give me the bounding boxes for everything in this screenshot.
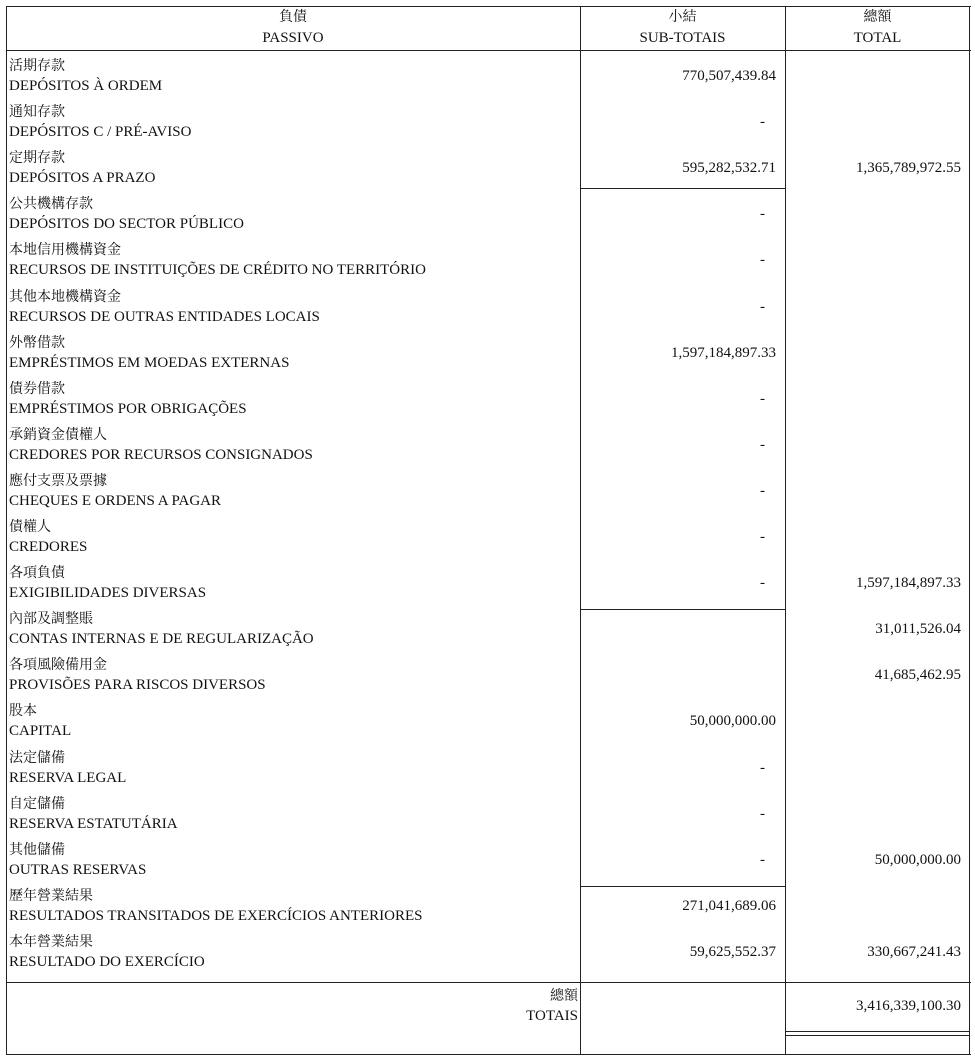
row-label-zh: 應付支票及票據: [9, 472, 107, 489]
header-sub-pt: SUB-TOTAIS: [639, 30, 726, 46]
row-subtotal: 770,507,439.84: [682, 68, 776, 84]
row-label-zh: 其他本地機構資金: [9, 288, 121, 305]
row-label-pt: EXIGIBILIDADES DIVERSAS: [9, 585, 207, 602]
row-label-pt: RECURSOS DE INSTITUIÇÕES DE CRÉDITO NO TERRITÓRIO: [9, 262, 426, 279]
row-label-zh: 歷年營業結果: [9, 887, 93, 904]
sub-group-line-1: [580, 188, 785, 189]
row-subtotal: -: [760, 436, 765, 453]
row-label-pt: CREDORES: [9, 539, 88, 555]
header-label-pt: PASSIVO: [262, 30, 324, 46]
row-label-zh: 其他儲備: [9, 841, 65, 858]
row-label-zh: 內部及調整賬: [9, 611, 93, 628]
row-label-zh: 股本: [9, 703, 37, 720]
row-label-zh: 承銷資金債權人: [9, 426, 107, 443]
row-label-pt: RESULTADO DO EXERCÍCIO: [9, 953, 205, 970]
row-label-pt: DEPÓSITOS DO SECTOR PÚBLICO: [9, 216, 244, 233]
row-label-pt: CREDORES POR RECURSOS CONSIGNADOS: [9, 446, 313, 463]
sub-group-line-2: [580, 609, 785, 610]
row-label-zh: 法定儲備: [9, 749, 65, 766]
header-sub-zh: 小結: [668, 9, 697, 25]
row-label-pt: CONTAS INTERNAS E DE REGULARIZAÇÃO: [9, 631, 314, 648]
row-label-pt: RESERVA ESTATUTÁRIA: [9, 815, 178, 832]
row-subtotal: -: [760, 206, 765, 223]
row-total: 1,365,789,972.55: [856, 160, 961, 177]
totals-label-pt: TOTAIS: [526, 1008, 578, 1024]
row-subtotal: -: [760, 390, 765, 407]
row-total: 41,685,462.95: [874, 667, 961, 684]
row-subtotal: 271,041,689.06: [682, 897, 776, 914]
table-bottom-border: [6, 1054, 971, 1055]
sub-group-line-3: [580, 886, 785, 887]
header-total-pt: TOTAL: [853, 30, 902, 46]
row-subtotal: 59,625,552.37: [689, 943, 776, 960]
row-label-pt: DEPÓSITOS À ORDEM: [9, 78, 163, 94]
totals-label-zh: 總額: [550, 988, 578, 1004]
row-label-zh: 債券借款: [9, 380, 65, 397]
table-left-border: [6, 6, 7, 1055]
row-label-pt: EMPRÉSTIMOS EM MOEDAS EXTERNAS: [9, 354, 290, 371]
grand-total-value: 3,416,339,100.30: [856, 998, 961, 1014]
row-label-pt: CHEQUES E ORDENS A PAGAR: [9, 492, 221, 509]
row-label-zh: 外幣借款: [9, 334, 65, 351]
row-subtotal: 50,000,000.00: [689, 713, 776, 730]
row-subtotal: -: [760, 805, 765, 822]
row-label-pt: DEPÓSITOS C / PRÉ-AVISO: [9, 124, 192, 141]
row-subtotal: 1,597,184,897.33: [671, 344, 776, 361]
row-label-zh: 本年營業結果: [9, 933, 93, 950]
row-label-zh: 定期存款: [9, 150, 65, 167]
row-label-pt: RESERVA LEGAL: [9, 769, 127, 786]
header-label-zh: 負債: [279, 9, 307, 25]
header-separator: [6, 50, 971, 51]
row-label-pt: DEPÓSITOS A PRAZO: [9, 170, 156, 187]
row-label-pt: PROVISÕES PARA RISCOS DIVERSOS: [9, 677, 266, 694]
row-label-zh: 活期存款: [9, 58, 65, 74]
row-total: 1,597,184,897.33: [856, 575, 961, 592]
row-label-pt: OUTRAS RESERVAS: [9, 861, 147, 878]
row-total: 330,667,241.43: [867, 943, 961, 960]
row-label-zh: 本地信用機構資金: [9, 242, 121, 259]
row-subtotal: -: [760, 529, 765, 545]
row-label-zh: 債權人: [9, 519, 51, 535]
double-underline-1: [785, 1031, 970, 1032]
row-label-pt: RESULTADOS TRANSITADOS DE EXERCÍCIOS ANTERIORES: [9, 907, 423, 924]
double-underline-2: [785, 1035, 970, 1036]
row-subtotal: -: [760, 759, 765, 776]
row-subtotal: -: [760, 575, 765, 592]
row-subtotal: -: [760, 252, 765, 269]
header-total-zh: 總額: [863, 9, 892, 25]
row-label-pt: RECURSOS DE OUTRAS ENTIDADES LOCAIS: [9, 308, 320, 325]
row-subtotal: -: [760, 851, 765, 868]
row-label-zh: 公共機構存款: [9, 196, 93, 213]
row-total: 50,000,000.00: [874, 851, 961, 868]
row-label-pt: CAPITAL: [9, 723, 72, 740]
row-label-pt: EMPRÉSTIMOS POR OBRIGAÇÕES: [9, 400, 247, 417]
row-subtotal: -: [760, 482, 765, 499]
row-subtotal: -: [760, 298, 765, 315]
liabilities-table: [6, 6, 971, 1055]
row-label-zh: 各項負債: [9, 565, 65, 582]
row-label-zh: 各項風險備用金: [9, 657, 107, 674]
row-subtotal: -: [760, 114, 765, 131]
row-label-zh: 自定儲備: [9, 795, 65, 812]
table-right-border: [969, 6, 970, 1055]
row-subtotal: 595,282,532.71: [682, 160, 776, 177]
totals-separator: [6, 982, 971, 983]
row-label-zh: 通知存款: [9, 104, 65, 121]
row-total: 31,011,526.04: [875, 621, 961, 638]
